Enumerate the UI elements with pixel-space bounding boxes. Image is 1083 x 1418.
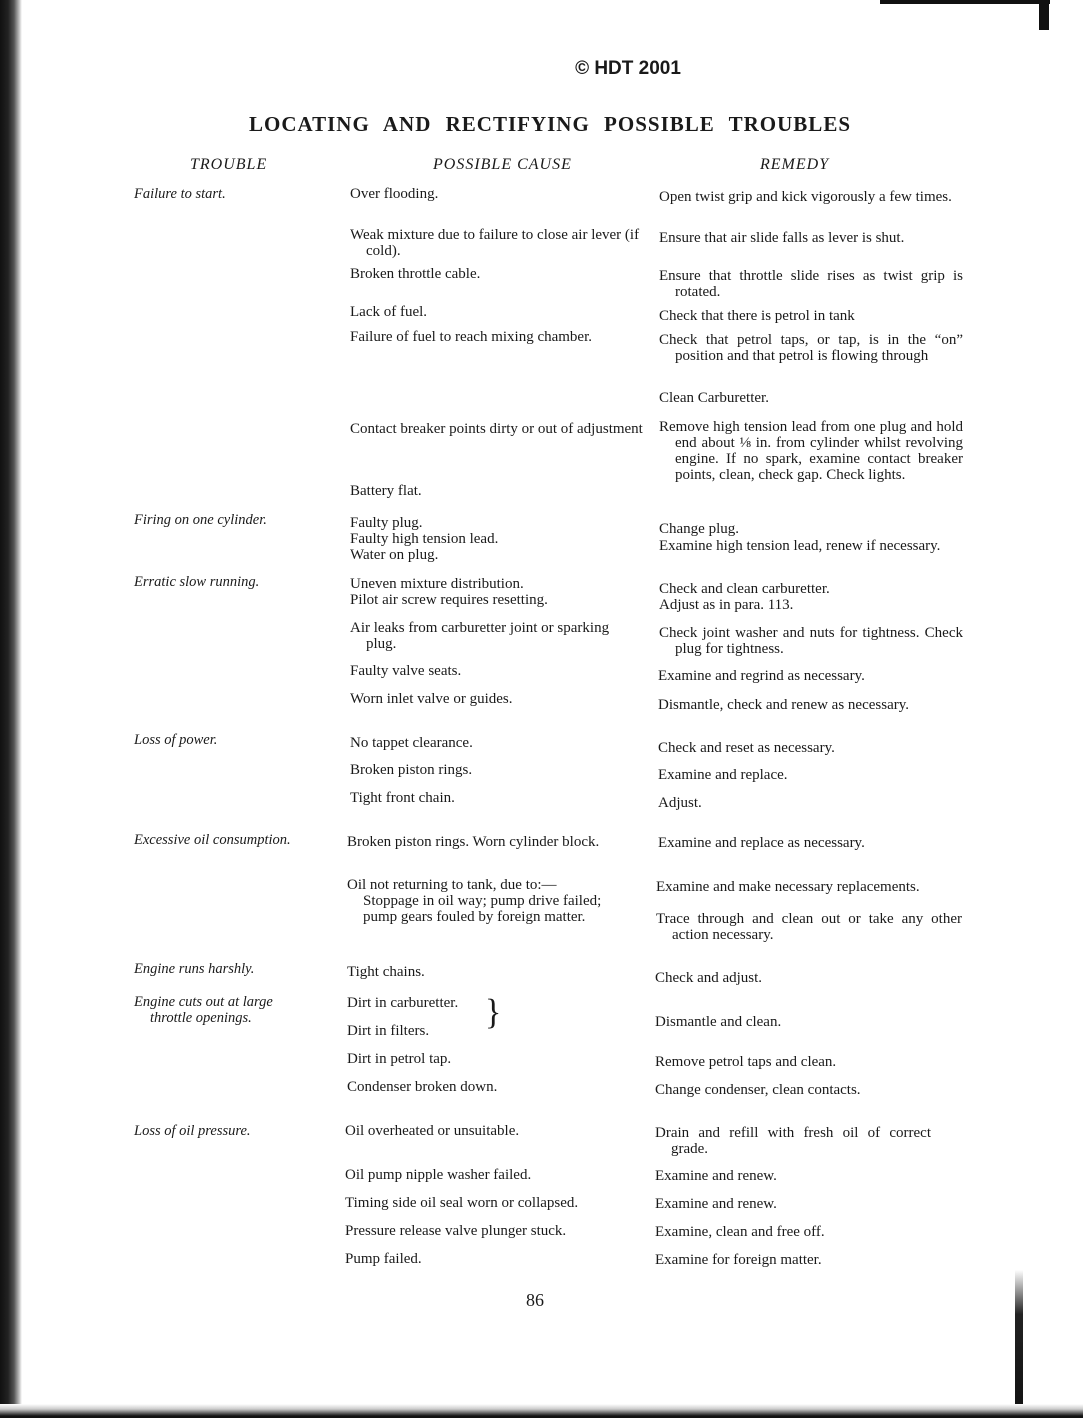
remedy-item: Check that there is petrol in tank [659, 308, 855, 324]
cause-item: Lack of fuel. [350, 304, 428, 320]
remedy-item: Examine and make necessary replacements. [656, 879, 920, 895]
remedy-item: Examine, clean and free off. [655, 1224, 825, 1240]
cause-item: Faulty plug. [350, 515, 423, 531]
page-title: LOCATING AND RECTIFYING POSSIBLE TROUBLES [248, 112, 852, 136]
cause-item: Dirt in filters. [347, 1023, 430, 1039]
remedy-item: Remove petrol taps and clean. [655, 1054, 837, 1070]
trouble-excessive-oil: Excessive oil consumption. [134, 832, 291, 848]
remedy-item: Open twist grip and kick vigorously a few times. [659, 189, 952, 205]
column-header-cause: POSSIBLE CAUSE [433, 156, 572, 173]
trouble-loss-of-oil-pressure: Loss of oil pressure. [134, 1123, 251, 1139]
cause-item: Air leaks from carburetter joint or sparking plug. [350, 620, 610, 652]
cause-item: Pump failed. [345, 1251, 422, 1267]
trouble-firing-one-cylinder: Firing on one cylinder. [134, 512, 267, 528]
cause-item: No tappet clearance. [350, 735, 473, 751]
column-header-remedy: REMEDY [760, 156, 830, 173]
remedy-item: Examine and replace. [658, 767, 788, 783]
remedy-item: Drain and refill with fresh oil of correct grade. [655, 1125, 931, 1157]
remedy-item: Check that petrol taps, or tap, is in the “on” position and that petrol is flowing through [659, 332, 963, 364]
remedy-item: Adjust as in para. 113. [659, 597, 794, 613]
remedy-item: Adjust. [658, 795, 702, 811]
scan-edge-left [0, 0, 22, 1418]
cause-item: Failure of fuel to reach mixing chamber. [350, 329, 592, 345]
remedy-item: Check joint washer and nuts for tightness. Check plug for tightness. [659, 625, 963, 657]
cause-item: Dirt in petrol tap. [347, 1051, 452, 1067]
cause-item: Broken piston rings. Worn cylinder block. [347, 834, 600, 850]
remedy-item: Examine and renew. [655, 1196, 777, 1212]
cause-item: Oil not returning to tank, due to:— [347, 877, 557, 893]
remedy-item: Check and adjust. [655, 970, 763, 986]
cause-item: Oil overheated or unsuitable. [345, 1123, 520, 1139]
trouble-erratic-slow-running: Erratic slow running. [134, 574, 260, 590]
trouble-engine-cuts-out-line1: Engine cuts out at large [134, 994, 273, 1010]
remedy-item: Ensure that throttle slide rises as twist grip is rotated. [659, 268, 963, 300]
cause-item: Over flooding. [350, 186, 439, 202]
scan-edge-bottom [0, 1404, 1083, 1418]
remedy-item: Change condenser, clean contacts. [655, 1082, 861, 1098]
cause-item: Worn inlet valve or guides. [350, 691, 513, 707]
remedy-item: Change plug. [659, 521, 739, 537]
cause-item: Faulty valve seats. [350, 663, 462, 679]
remedy-item: Ensure that air slide falls as lever is shut. [659, 230, 905, 246]
remedy-item: Examine and regrind as necessary. [658, 668, 865, 684]
cause-item: Dirt in carburetter. [347, 995, 459, 1011]
remedy-item: Examine and renew. [655, 1168, 777, 1184]
remedy-item: Trace through and clean out or take any other action necessary. [656, 911, 962, 943]
cause-item: Weak mixture due to failure to close air lever (if cold). [350, 227, 640, 259]
scan-edge-top [880, 0, 1050, 4]
remedy-item: Remove high tension lead from one plug and hold end about ⅛ in. from cylinder whilst revolving engine. If no spark, examine contact breaker points, clean, check gap. Check lights. [659, 419, 963, 483]
cause-item: Stoppage in oil way; pump drive failed; pump gears fouled by foreign matter. [363, 893, 602, 925]
remedy-item: Dismantle, check and renew as necessary. [658, 697, 910, 713]
cause-item: Broken throttle cable. [350, 266, 481, 282]
remedy-item: Check and reset as necessary. [658, 740, 835, 756]
brace-symbol: } [485, 993, 502, 1032]
trouble-engine-cuts-out [134, 994, 339, 1026]
cause-item: Water on plug. [350, 547, 439, 563]
remedy-item: Examine for foreign matter. [655, 1252, 822, 1268]
column-header-trouble: TROUBLE [190, 156, 268, 173]
remedy-item: Examine and replace as necessary. [658, 835, 865, 851]
trouble-failure-to-start: Failure to start. [134, 186, 226, 202]
cause-item: Timing side oil seal worn or collapsed. [345, 1195, 579, 1211]
trouble-loss-of-power: Loss of power. [134, 732, 218, 748]
trouble-engine-cuts-out-line2: throttle openings. [150, 1010, 252, 1026]
page-number: 86 [526, 1290, 544, 1310]
remedy-item: Clean Carburetter. [659, 390, 769, 406]
cause-item: Contact breaker points dirty or out of adjustment [350, 421, 643, 437]
copyright-code: © HDT 2001 [575, 58, 681, 79]
cause-item: Pilot air screw requires resetting. [350, 592, 548, 608]
cause-item: Broken piston rings. [350, 762, 473, 778]
cause-item: Battery flat. [350, 483, 422, 499]
cause-item: Uneven mixture distribution. [350, 576, 524, 592]
scan-edge-right [1039, 0, 1049, 30]
scan-edge-right-lower [1015, 1270, 1023, 1418]
remedy-item: Check and clean carburetter. [659, 581, 830, 597]
cause-item: Tight front chain. [350, 790, 455, 806]
remedy-item: Dismantle and clean. [655, 1014, 782, 1030]
cause-item: Condenser broken down. [347, 1079, 498, 1095]
trouble-engine-runs-harshly: Engine runs harshly. [134, 961, 255, 977]
cause-item: Faulty high tension lead. [350, 531, 499, 547]
cause-item: Tight chains. [347, 964, 425, 980]
remedy-item: Examine high tension lead, renew if necessary. [659, 538, 941, 554]
cause-item: Pressure release valve plunger stuck. [345, 1223, 567, 1239]
cause-item: Oil pump nipple washer failed. [345, 1167, 532, 1183]
